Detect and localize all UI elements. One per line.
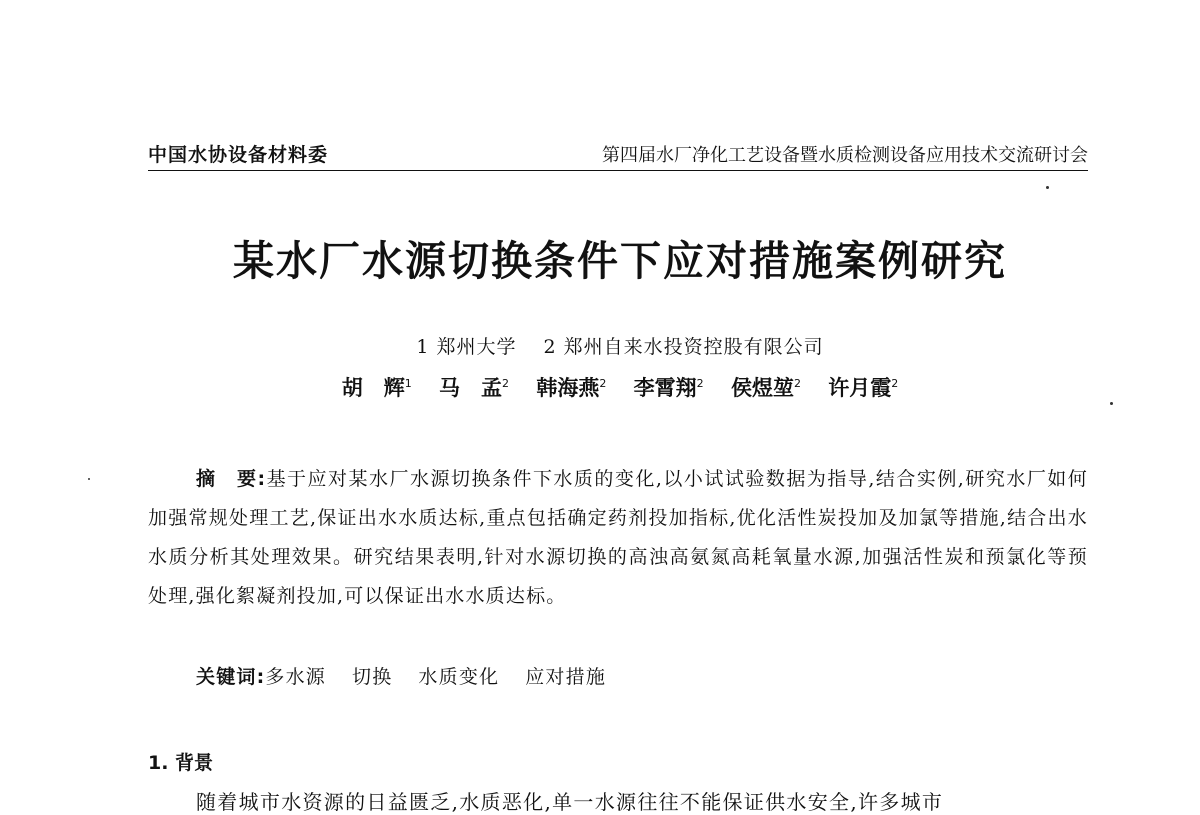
affiliation-2: 2 郑州自来水投资控股有限公司: [543, 336, 824, 358]
keywords-label: 关键词:: [196, 666, 266, 688]
author-affiliation-mark: 1: [404, 377, 412, 390]
author-affiliation-mark: 2: [599, 377, 607, 390]
scan-speck: [1046, 186, 1049, 189]
author-affiliation-mark: 2: [502, 377, 510, 390]
author-list: [0, 372, 1200, 402]
author-affiliation-mark: 2: [696, 377, 704, 390]
author: [828, 376, 898, 400]
affiliations: [0, 332, 1200, 359]
header-organization: 中国水协设备材料委: [148, 144, 329, 166]
author: [634, 376, 704, 400]
scan-speck: [1110, 402, 1113, 405]
keyword: 应对措施: [525, 666, 607, 688]
author: [439, 376, 509, 400]
abstract: [148, 460, 1088, 616]
author-name: 韩海燕: [536, 376, 600, 400]
abstract-label: 摘 要:: [196, 468, 267, 490]
body-paragraph: 随着城市水资源的日益匮乏,水质恶化,单一水源往往不能保证供水安全,许多城市: [196, 790, 944, 814]
abstract-text: 基于应对某水厂水源切换条件下水质的变化,以小试试验数据为指导,结合实例,研究水厂如何加强常规处理工艺,保证出水水质达标,重点包括确定药剂投加指标,优化活性炭投加及加氯等措施,结合出水水质分析其处理效果。研究结果表明,针对水源切换的高浊高氨氮高耗氧量水源,加强活性炭和预氯化等预处理,强化絮凝剂投加,可以保证出水水质达标。: [148, 468, 1088, 607]
author-name: 许月霞: [828, 376, 892, 400]
author-name: 李霄翔: [633, 376, 697, 400]
author: [536, 376, 606, 400]
paper-title: 某水厂水源切换条件下应对措施案例研究: [233, 237, 1007, 285]
scan-speck: [88, 478, 90, 480]
keyword: 多水源: [265, 666, 327, 688]
keyword: 水质变化: [418, 666, 500, 688]
author-affiliation-mark: 2: [891, 377, 899, 390]
author-name: 胡 辉: [341, 376, 405, 400]
affiliation-1: 1 郑州大学: [416, 336, 517, 358]
author: [342, 376, 412, 400]
header-conference: 第四届水厂净化工艺设备暨水质检测设备应用技术交流研讨会: [602, 145, 1088, 166]
keywords: [196, 662, 632, 689]
keyword: 切换: [352, 666, 393, 688]
running-header: [148, 142, 1088, 171]
author-affiliation-mark: 2: [793, 377, 801, 390]
author-name: 马 孟: [439, 376, 503, 400]
section-heading: 1. 背景: [148, 752, 214, 774]
author-name: 侯煜堃: [730, 376, 794, 400]
author: [731, 376, 801, 400]
